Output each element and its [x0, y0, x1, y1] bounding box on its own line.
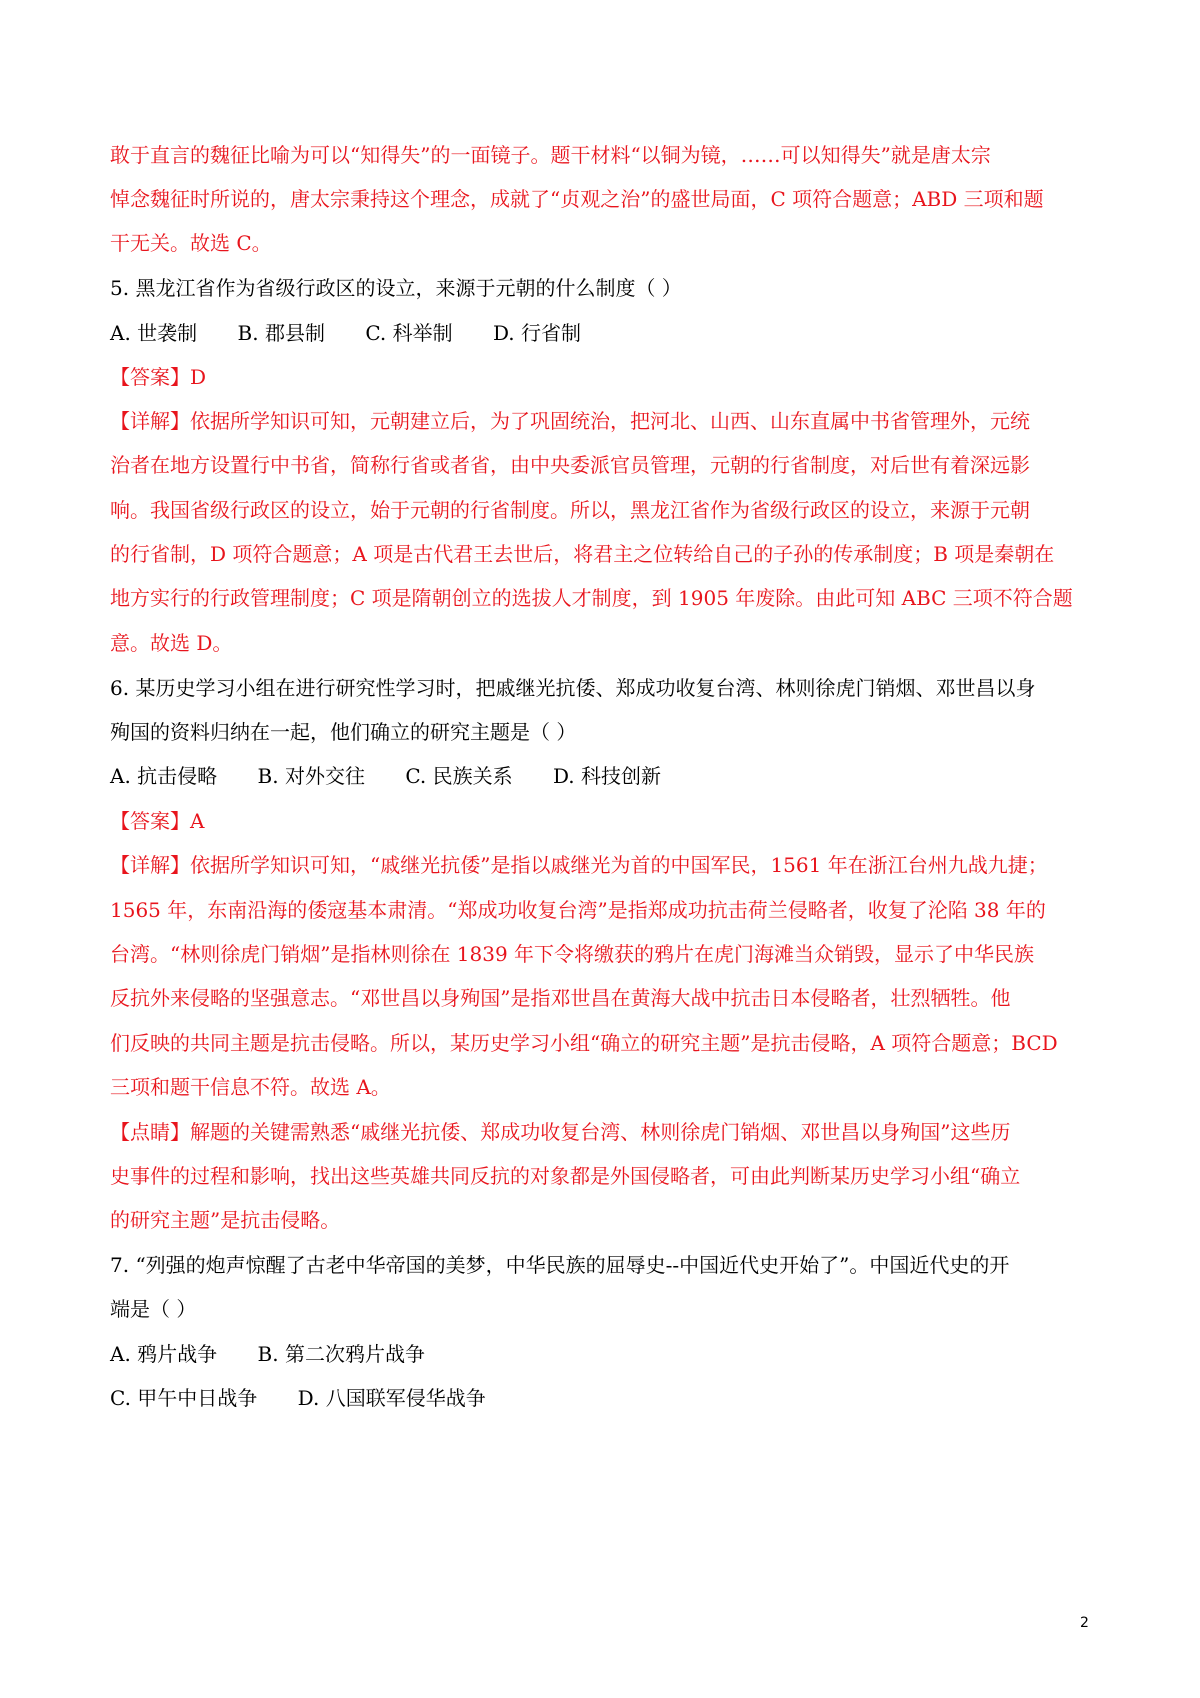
question-6-detail-line: 反抗外来侵略的坚强意志。“邓世昌以身殉国”是指邓世昌在黄海大战中抗击日本侵略者，壮烈牺牲。他 [110, 986, 1011, 1010]
option-a: A. 抗击侵略 [110, 764, 218, 788]
question-7-options-row [110, 1385, 1100, 1411]
page-number: 2 [1080, 1615, 1089, 1631]
question-6-options [110, 763, 1100, 789]
question-6-comment-line: 【点睛】解题的关键需熟悉“戚继光抗倭、郑成功收复台湾、林则徐虎门销烟、邓世昌以身殉国”这些历 [110, 1120, 1011, 1144]
option-d: D. 八国联军侵华战争 [297, 1386, 486, 1410]
option-c: C. 民族关系 [405, 764, 513, 788]
question-5-detail-line: 的行省制，D 项符合题意；A 项是古代君王去世后，将君主之位转给自己的子孙的传承制度；B 项是秦朝在 [110, 542, 1055, 566]
option-c: C. 甲午中日战争 [110, 1386, 258, 1410]
question-6-detail-line: 台湾。“林则徐虎门销烟”是指林则徐在 1839 年下令将缴获的鸦片在虎门海滩当众销毁，显示了中华民族 [110, 942, 1035, 966]
question-6-stem-line: 6. 某历史学习小组在进行研究性学习时，把戚继光抗倭、郑成功收复台湾、林则徐虎门销烟、邓世昌以身 [110, 676, 1036, 700]
question-7-stem-line: 7. “列强的炮声惊醒了古老中华帝国的美梦，中华民族的屈辱史--中国近代史开始了”。中国近代史的开 [110, 1253, 1010, 1277]
question-6-comment-line: 的研究主题”是抗击侵略。 [110, 1208, 341, 1232]
option-a: A. 世袭制 [110, 321, 198, 345]
question-6-answer: 【答案】A [110, 809, 205, 833]
question-5-detail-line: 治者在地方设置行中书省，简称行省或者省，由中央委派官员管理，元朝的行省制度，对后世有着深远影 [110, 453, 1030, 477]
question-7-stem-line: 端是（ ） [110, 1297, 197, 1321]
question-5-detail-line: 意。故选 D。 [110, 631, 233, 655]
question-5-options [110, 320, 1100, 346]
question-7-options-row [110, 1341, 1100, 1367]
question-6-detail-line: 们反映的共同主题是抗击侵略。所以，某历史学习小组“确立的研究主题”是抗击侵略，A 项符合题意；BCD [110, 1031, 1058, 1055]
option-a: A. 鸦片战争 [110, 1342, 218, 1366]
question-6-stem-line: 殉国的资料归纳在一起，他们确立的研究主题是（ ） [110, 720, 577, 744]
question-5-stem: 5. 黑龙江省作为省级行政区的设立，来源于元朝的什么制度（ ） [110, 276, 682, 300]
question-6-detail-line: 1565 年，东南沿海的倭寇基本肃清。“郑成功收复台湾”是指郑成功抗击荷兰侵略者，收复了沦陷 38 年的 [110, 898, 1046, 922]
question-5-detail-line: 【详解】依据所学知识可知，元朝建立后，为了巩固统治，把河北、山西、山东直属中书省管理外，元统 [110, 409, 1030, 433]
option-b: B. 第二次鸦片战争 [257, 1342, 425, 1366]
option-d: D. 科技创新 [552, 764, 662, 788]
carry-over-line: 干无关。故选 C。 [110, 231, 272, 255]
option-d: D. 行省制 [492, 321, 582, 345]
question-6-comment-line: 史事件的过程和影响，找出这些英雄共同反抗的对象都是外国侵略者，可由此判断某历史学习小组“确立 [110, 1164, 1021, 1188]
option-c: C. 科举制 [365, 321, 453, 345]
option-b: B. 对外交往 [257, 764, 365, 788]
question-5-detail-line: 响。我国省级行政区的设立，始于元朝的行省制度。所以，黑龙江省作为省级行政区的设立，来源于元朝 [110, 498, 1030, 522]
question-6-detail-line: 【详解】依据所学知识可知，“戚继光抗倭”是指以戚继光为首的中国军民，1561 年在浙江台州九战九捷； [110, 853, 1048, 877]
question-5-detail-line: 地方实行的行政管理制度；C 项是隋朝创立的选拔人才制度，到 1905 年废除。由此可知 ABC 三项不符合题 [110, 586, 1073, 610]
option-b: B. 郡县制 [237, 321, 325, 345]
question-6-detail-line: 三项和题干信息不符。故选 A。 [110, 1075, 391, 1099]
question-5-answer: 【答案】D [110, 365, 207, 389]
carry-over-line: 敢于直言的魏征比喻为可以“知得失”的一面镜子。题干材料“以铜为镜，……可以知得失”就是唐太宗 [110, 143, 991, 167]
carry-over-line: 悼念魏征时所说的，唐太宗秉持这个理念，成就了“贞观之治”的盛世局面，C 项符合题意；ABD 三项和题 [110, 187, 1044, 211]
